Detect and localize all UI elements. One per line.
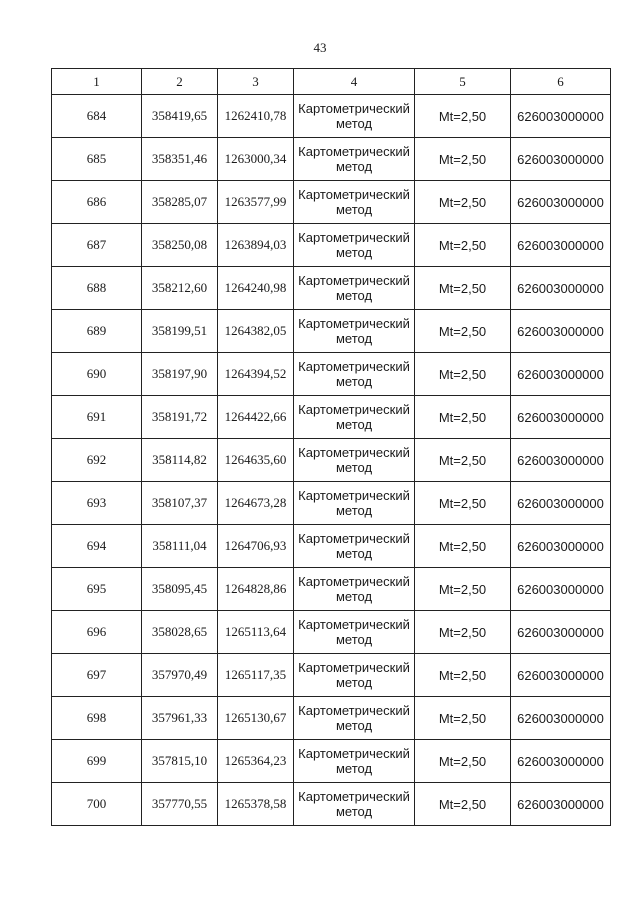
header-col-4: 4: [294, 69, 415, 95]
y-coordinate-cell: 1265130,67: [218, 697, 294, 740]
x-coordinate-cell: 358197,90: [142, 353, 218, 396]
method-line-1: Картометрический: [298, 789, 410, 804]
method-cell: [294, 396, 415, 439]
table-row: [52, 654, 611, 697]
code-cell: 626003000000: [511, 181, 611, 224]
accuracy-cell: Mt=2,50: [415, 697, 511, 740]
y-coordinate-cell: 1265117,35: [218, 654, 294, 697]
method-cell: [294, 138, 415, 181]
method-cell: [294, 654, 415, 697]
x-coordinate-cell: 358212,60: [142, 267, 218, 310]
y-coordinate-cell: 1265113,64: [218, 611, 294, 654]
method-line-2: метод: [335, 761, 373, 776]
accuracy-cell: Mt=2,50: [415, 396, 511, 439]
x-coordinate-cell: 357961,33: [142, 697, 218, 740]
method-line-1: Картометрический: [298, 445, 410, 460]
x-coordinate-cell: 358107,37: [142, 482, 218, 525]
x-coordinate-cell: 357770,55: [142, 783, 218, 826]
point-number-cell: 698: [52, 697, 142, 740]
method-line-1: Картометрический: [298, 746, 410, 761]
method-line-2: метод: [335, 804, 373, 819]
y-coordinate-cell: 1264422,66: [218, 396, 294, 439]
x-coordinate-cell: 358351,46: [142, 138, 218, 181]
method-line-2: метод: [335, 632, 373, 647]
accuracy-cell: Mt=2,50: [415, 181, 511, 224]
x-coordinate-cell: 358419,65: [142, 95, 218, 138]
point-number-cell: 697: [52, 654, 142, 697]
method-line-1: Картометрический: [298, 703, 410, 718]
accuracy-cell: Mt=2,50: [415, 654, 511, 697]
method-line-1: Картометрический: [298, 101, 410, 116]
code-cell: 626003000000: [511, 396, 611, 439]
accuracy-cell: Mt=2,50: [415, 568, 511, 611]
table-body: [52, 95, 611, 826]
code-cell: 626003000000: [511, 697, 611, 740]
y-coordinate-cell: 1265364,23: [218, 740, 294, 783]
accuracy-cell: Mt=2,50: [415, 439, 511, 482]
accuracy-cell: Mt=2,50: [415, 740, 511, 783]
y-coordinate-cell: 1264828,86: [218, 568, 294, 611]
method-cell: [294, 611, 415, 654]
accuracy-cell: Mt=2,50: [415, 611, 511, 654]
point-number-cell: 699: [52, 740, 142, 783]
y-coordinate-cell: 1263894,03: [218, 224, 294, 267]
table-row: [52, 95, 611, 138]
code-cell: 626003000000: [511, 654, 611, 697]
x-coordinate-cell: 358191,72: [142, 396, 218, 439]
x-coordinate-cell: 358111,04: [142, 525, 218, 568]
page-number: 43: [313, 40, 327, 55]
method-cell: [294, 267, 415, 310]
code-cell: 626003000000: [511, 482, 611, 525]
method-cell: [294, 95, 415, 138]
method-line-2: метод: [335, 417, 373, 432]
table-header-row: [52, 69, 611, 95]
x-coordinate-cell: 358114,82: [142, 439, 218, 482]
method-line-1: Картометрический: [298, 660, 410, 675]
code-cell: 626003000000: [511, 740, 611, 783]
method-line-2: метод: [335, 374, 373, 389]
method-line-1: Картометрический: [298, 402, 410, 417]
method-line-1: Картометрический: [298, 359, 410, 374]
point-number-cell: 685: [52, 138, 142, 181]
table-row: [52, 482, 611, 525]
method-line-1: Картометрический: [298, 617, 410, 632]
method-line-1: Картометрический: [298, 187, 410, 202]
x-coordinate-cell: 357815,10: [142, 740, 218, 783]
y-coordinate-cell: 1264394,52: [218, 353, 294, 396]
method-line-2: метод: [335, 589, 373, 604]
table-row: [52, 396, 611, 439]
code-cell: 626003000000: [511, 95, 611, 138]
y-coordinate-cell: 1263577,99: [218, 181, 294, 224]
method-line-2: метод: [335, 718, 373, 733]
method-line-2: метод: [335, 675, 373, 690]
table-row: [52, 267, 611, 310]
method-line-2: метод: [335, 331, 373, 346]
code-cell: 626003000000: [511, 224, 611, 267]
method-line-2: метод: [335, 116, 373, 131]
x-coordinate-cell: 358095,45: [142, 568, 218, 611]
method-cell: [294, 310, 415, 353]
x-coordinate-cell: 358028,65: [142, 611, 218, 654]
point-number-cell: 691: [52, 396, 142, 439]
code-cell: 626003000000: [511, 611, 611, 654]
method-cell: [294, 740, 415, 783]
method-line-1: Картометрический: [298, 316, 410, 331]
method-line-2: метод: [335, 159, 373, 174]
code-cell: 626003000000: [511, 310, 611, 353]
point-number-cell: 692: [52, 439, 142, 482]
method-cell: [294, 224, 415, 267]
y-coordinate-cell: 1262410,78: [218, 95, 294, 138]
accuracy-cell: Mt=2,50: [415, 267, 511, 310]
code-cell: 626003000000: [511, 267, 611, 310]
code-cell: 626003000000: [511, 439, 611, 482]
y-coordinate-cell: 1264706,93: [218, 525, 294, 568]
code-cell: 626003000000: [511, 353, 611, 396]
point-number-cell: 688: [52, 267, 142, 310]
method-line-2: метод: [335, 460, 373, 475]
y-coordinate-cell: 1264635,60: [218, 439, 294, 482]
point-number-cell: 695: [52, 568, 142, 611]
method-line-2: метод: [335, 503, 373, 518]
header-col-5: 5: [415, 69, 511, 95]
point-number-cell: 687: [52, 224, 142, 267]
method-cell: [294, 783, 415, 826]
table-row: [52, 181, 611, 224]
table-row: [52, 353, 611, 396]
accuracy-cell: Mt=2,50: [415, 353, 511, 396]
x-coordinate-cell: 357970,49: [142, 654, 218, 697]
table-row: [52, 310, 611, 353]
point-number-cell: 690: [52, 353, 142, 396]
point-number-cell: 696: [52, 611, 142, 654]
table-row: [52, 439, 611, 482]
y-coordinate-cell: 1264673,28: [218, 482, 294, 525]
coordinates-table: [51, 68, 611, 826]
y-coordinate-cell: 1265378,58: [218, 783, 294, 826]
table-row: [52, 740, 611, 783]
method-line-1: Картометрический: [298, 574, 410, 589]
y-coordinate-cell: 1263000,34: [218, 138, 294, 181]
code-cell: 626003000000: [511, 138, 611, 181]
point-number-cell: 694: [52, 525, 142, 568]
accuracy-cell: Mt=2,50: [415, 310, 511, 353]
table-row: [52, 525, 611, 568]
method-line-2: метод: [335, 202, 373, 217]
x-coordinate-cell: 358250,08: [142, 224, 218, 267]
code-cell: 626003000000: [511, 525, 611, 568]
method-line-1: Картометрический: [298, 488, 410, 503]
point-number-cell: 693: [52, 482, 142, 525]
y-coordinate-cell: 1264382,05: [218, 310, 294, 353]
table-row: [52, 138, 611, 181]
method-cell: [294, 525, 415, 568]
point-number-cell: 686: [52, 181, 142, 224]
code-cell: 626003000000: [511, 568, 611, 611]
accuracy-cell: Mt=2,50: [415, 482, 511, 525]
method-cell: [294, 482, 415, 525]
method-cell: [294, 697, 415, 740]
table-row: [52, 568, 611, 611]
point-number-cell: 689: [52, 310, 142, 353]
code-cell: 626003000000: [511, 783, 611, 826]
method-line-1: Картометрический: [298, 531, 410, 546]
method-line-1: Картометрический: [298, 230, 410, 245]
accuracy-cell: Mt=2,50: [415, 224, 511, 267]
method-line-2: метод: [335, 288, 373, 303]
table-row: [52, 611, 611, 654]
header-col-3: 3: [218, 69, 294, 95]
header-col-1: 1: [52, 69, 142, 95]
method-line-2: метод: [335, 546, 373, 561]
method-cell: [294, 181, 415, 224]
method-line-1: Картометрический: [298, 273, 410, 288]
accuracy-cell: Mt=2,50: [415, 95, 511, 138]
table-row: [52, 224, 611, 267]
method-line-1: Картометрический: [298, 144, 410, 159]
header-col-2: 2: [142, 69, 218, 95]
point-number-cell: 700: [52, 783, 142, 826]
accuracy-cell: Mt=2,50: [415, 138, 511, 181]
method-cell: [294, 439, 415, 482]
x-coordinate-cell: 358199,51: [142, 310, 218, 353]
accuracy-cell: Mt=2,50: [415, 783, 511, 826]
accuracy-cell: Mt=2,50: [415, 525, 511, 568]
point-number-cell: 684: [52, 95, 142, 138]
header-col-6: 6: [511, 69, 611, 95]
y-coordinate-cell: 1264240,98: [218, 267, 294, 310]
x-coordinate-cell: 358285,07: [142, 181, 218, 224]
method-cell: [294, 568, 415, 611]
method-cell: [294, 353, 415, 396]
method-line-2: метод: [335, 245, 373, 260]
table-row: [52, 783, 611, 826]
table-row: [52, 697, 611, 740]
